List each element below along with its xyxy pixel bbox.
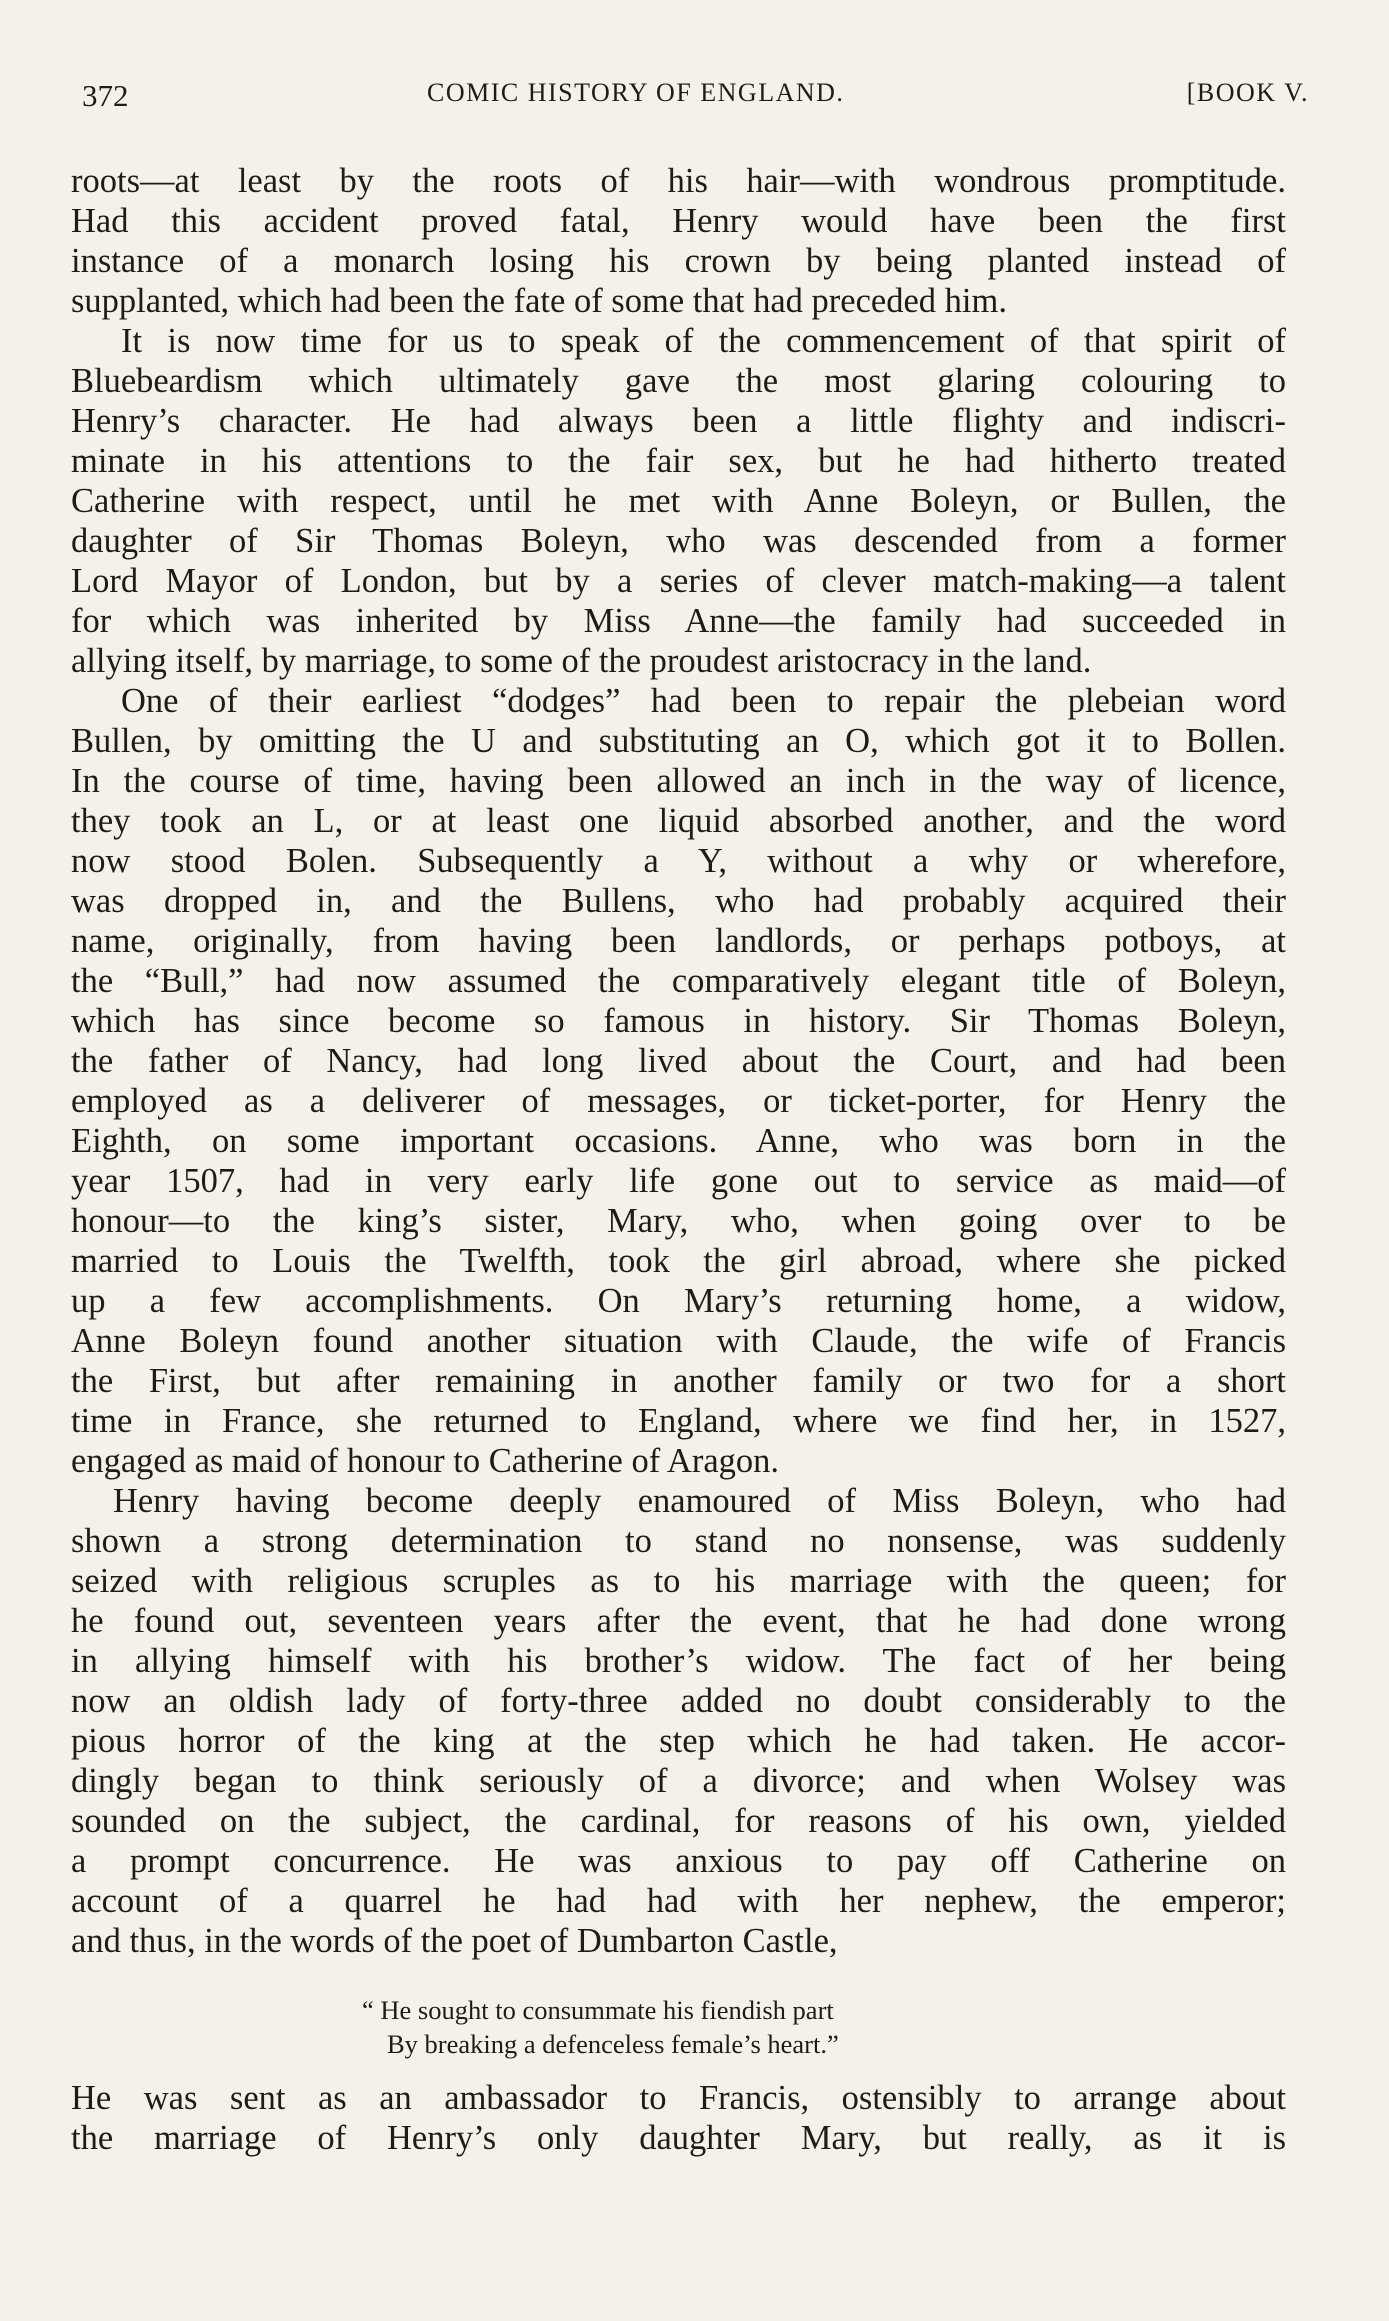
text-line: employed as a deliverer of messages, or ticket-porter, for Henry the (71, 1082, 1286, 1120)
text-line: he found out, seventeen years after the event, that he had done wrong (71, 1602, 1286, 1640)
text-line: time in France, she returned to England, where we find her, in 1527, (71, 1402, 1286, 1440)
text-line: for which was inherited by Miss Anne—the family had succeeded in (71, 602, 1286, 640)
text-line: honour—to the king’s sister, Mary, who, when going over to be (71, 1202, 1286, 1240)
text-line: they took an L, or at least one liquid absorbed another, and the word (71, 802, 1286, 840)
text-line: dingly began to think seriously of a divorce; and when Wolsey was (71, 1762, 1286, 1800)
verse-line: “ He sought to consummate his fiendish part (362, 1995, 834, 2025)
text-line: sounded on the subject, the cardinal, for reasons of his own, yielded (71, 1802, 1286, 1840)
text-line: Bluebeardism which ultimately gave the most glaring colouring to (71, 362, 1286, 400)
text-line: Bullen, by omitting the U and substituting an O, which got it to Bollen. (71, 722, 1286, 760)
text-line: daughter of Sir Thomas Boleyn, who was descended from a former (71, 522, 1286, 560)
text-line: pious horror of the king at the step which he had taken. He accor- (71, 1722, 1286, 1760)
text-line: instance of a monarch losing his crown by being planted instead of (71, 242, 1286, 280)
text-line: in allying himself with his brother’s widow. The fact of her being (71, 1642, 1286, 1680)
text-line: account of a quarrel he had had with her nephew, the emperor; (71, 1882, 1286, 1920)
page-number: 372 (82, 78, 129, 113)
text-line: shown a strong determination to stand no nonsense, was suddenly (71, 1522, 1286, 1560)
text-line: Anne Boleyn found another situation with Claude, the wife of Francis (71, 1322, 1286, 1360)
text-line: Lord Mayor of London, but by a series of clever match-making—a talent (71, 562, 1286, 600)
text-line: seized with religious scruples as to his marriage with the queen; for (71, 1562, 1286, 1600)
text-line: supplanted, which had been the fate of some that had preceded him. (71, 282, 1007, 320)
main-text (71, 161, 1286, 1961)
verse-quote (362, 1993, 1062, 2061)
verse-line: By breaking a defenceless female’s heart.” (387, 2029, 839, 2059)
text-line: He was sent as an ambassador to Francis, ostensibly to arrange about (71, 2079, 1286, 2117)
text-line: roots—at least by the roots of his hair—with wondrous promptitude. (71, 162, 1286, 200)
text-line: allying itself, by marriage, to some of the proudest aristocracy in the land. (71, 642, 1092, 680)
continuation-text (71, 2078, 1286, 2158)
text-line: the “Bull,” had now assumed the comparatively elegant title of Boleyn, (71, 962, 1286, 1000)
text-line: which has since become so famous in history. Sir Thomas Boleyn, (71, 1002, 1286, 1040)
text-line: It is now time for us to speak of the commencement of that spirit of (121, 322, 1286, 360)
text-line: Henry having become deeply enamoured of Miss Boleyn, who had (113, 1482, 1286, 1520)
text-line: minate in his attentions to the fair sex, but he had hitherto treated (71, 442, 1286, 480)
book-label: [BOOK V. (1186, 78, 1309, 107)
text-line: the marriage of Henry’s only daughter Mary, but really, as it is (71, 2119, 1286, 2157)
text-line: Eighth, on some important occasions. Anne, who was born in the (71, 1122, 1286, 1160)
text-line: now an oldish lady of forty-three added no doubt considerably to the (71, 1682, 1286, 1720)
text-line: married to Louis the Twelfth, took the girl abroad, where she picked (71, 1242, 1286, 1280)
running-head (82, 78, 1309, 126)
text-line: Catherine with respect, until he met with Anne Boleyn, or Bullen, the (71, 482, 1286, 520)
text-line: One of their earliest “dodges” had been to repair the plebeian word (121, 682, 1286, 720)
text-line: the father of Nancy, had long lived about the Court, and had been (71, 1042, 1286, 1080)
text-line: was dropped in, and the Bullens, who had probably acquired their (71, 882, 1286, 920)
text-line: and thus, in the words of the poet of Dumbarton Castle, (71, 1922, 838, 1960)
text-line: In the course of time, having been allowed an inch in the way of licence, (71, 762, 1286, 800)
text-line: up a few accomplishments. On Mary’s returning home, a widow, (71, 1282, 1286, 1320)
running-title: COMIC HISTORY OF ENGLAND. (427, 78, 845, 107)
text-line: Had this accident proved fatal, Henry would have been the first (71, 202, 1286, 240)
text-line: year 1507, had in very early life gone out to service as maid—of (71, 1162, 1286, 1200)
text-line: now stood Bolen. Subsequently a Y, without a why or wherefore, (71, 842, 1286, 880)
text-line: name, originally, from having been landlords, or perhaps potboys, at (71, 922, 1286, 960)
text-line: Henry’s character. He had always been a little flighty and indiscri- (71, 402, 1286, 440)
text-line: the First, but after remaining in another family or two for a short (71, 1362, 1286, 1400)
text-line: engaged as maid of honour to Catherine of Aragon. (71, 1442, 780, 1480)
text-line: a prompt concurrence. He was anxious to pay off Catherine on (71, 1842, 1286, 1880)
